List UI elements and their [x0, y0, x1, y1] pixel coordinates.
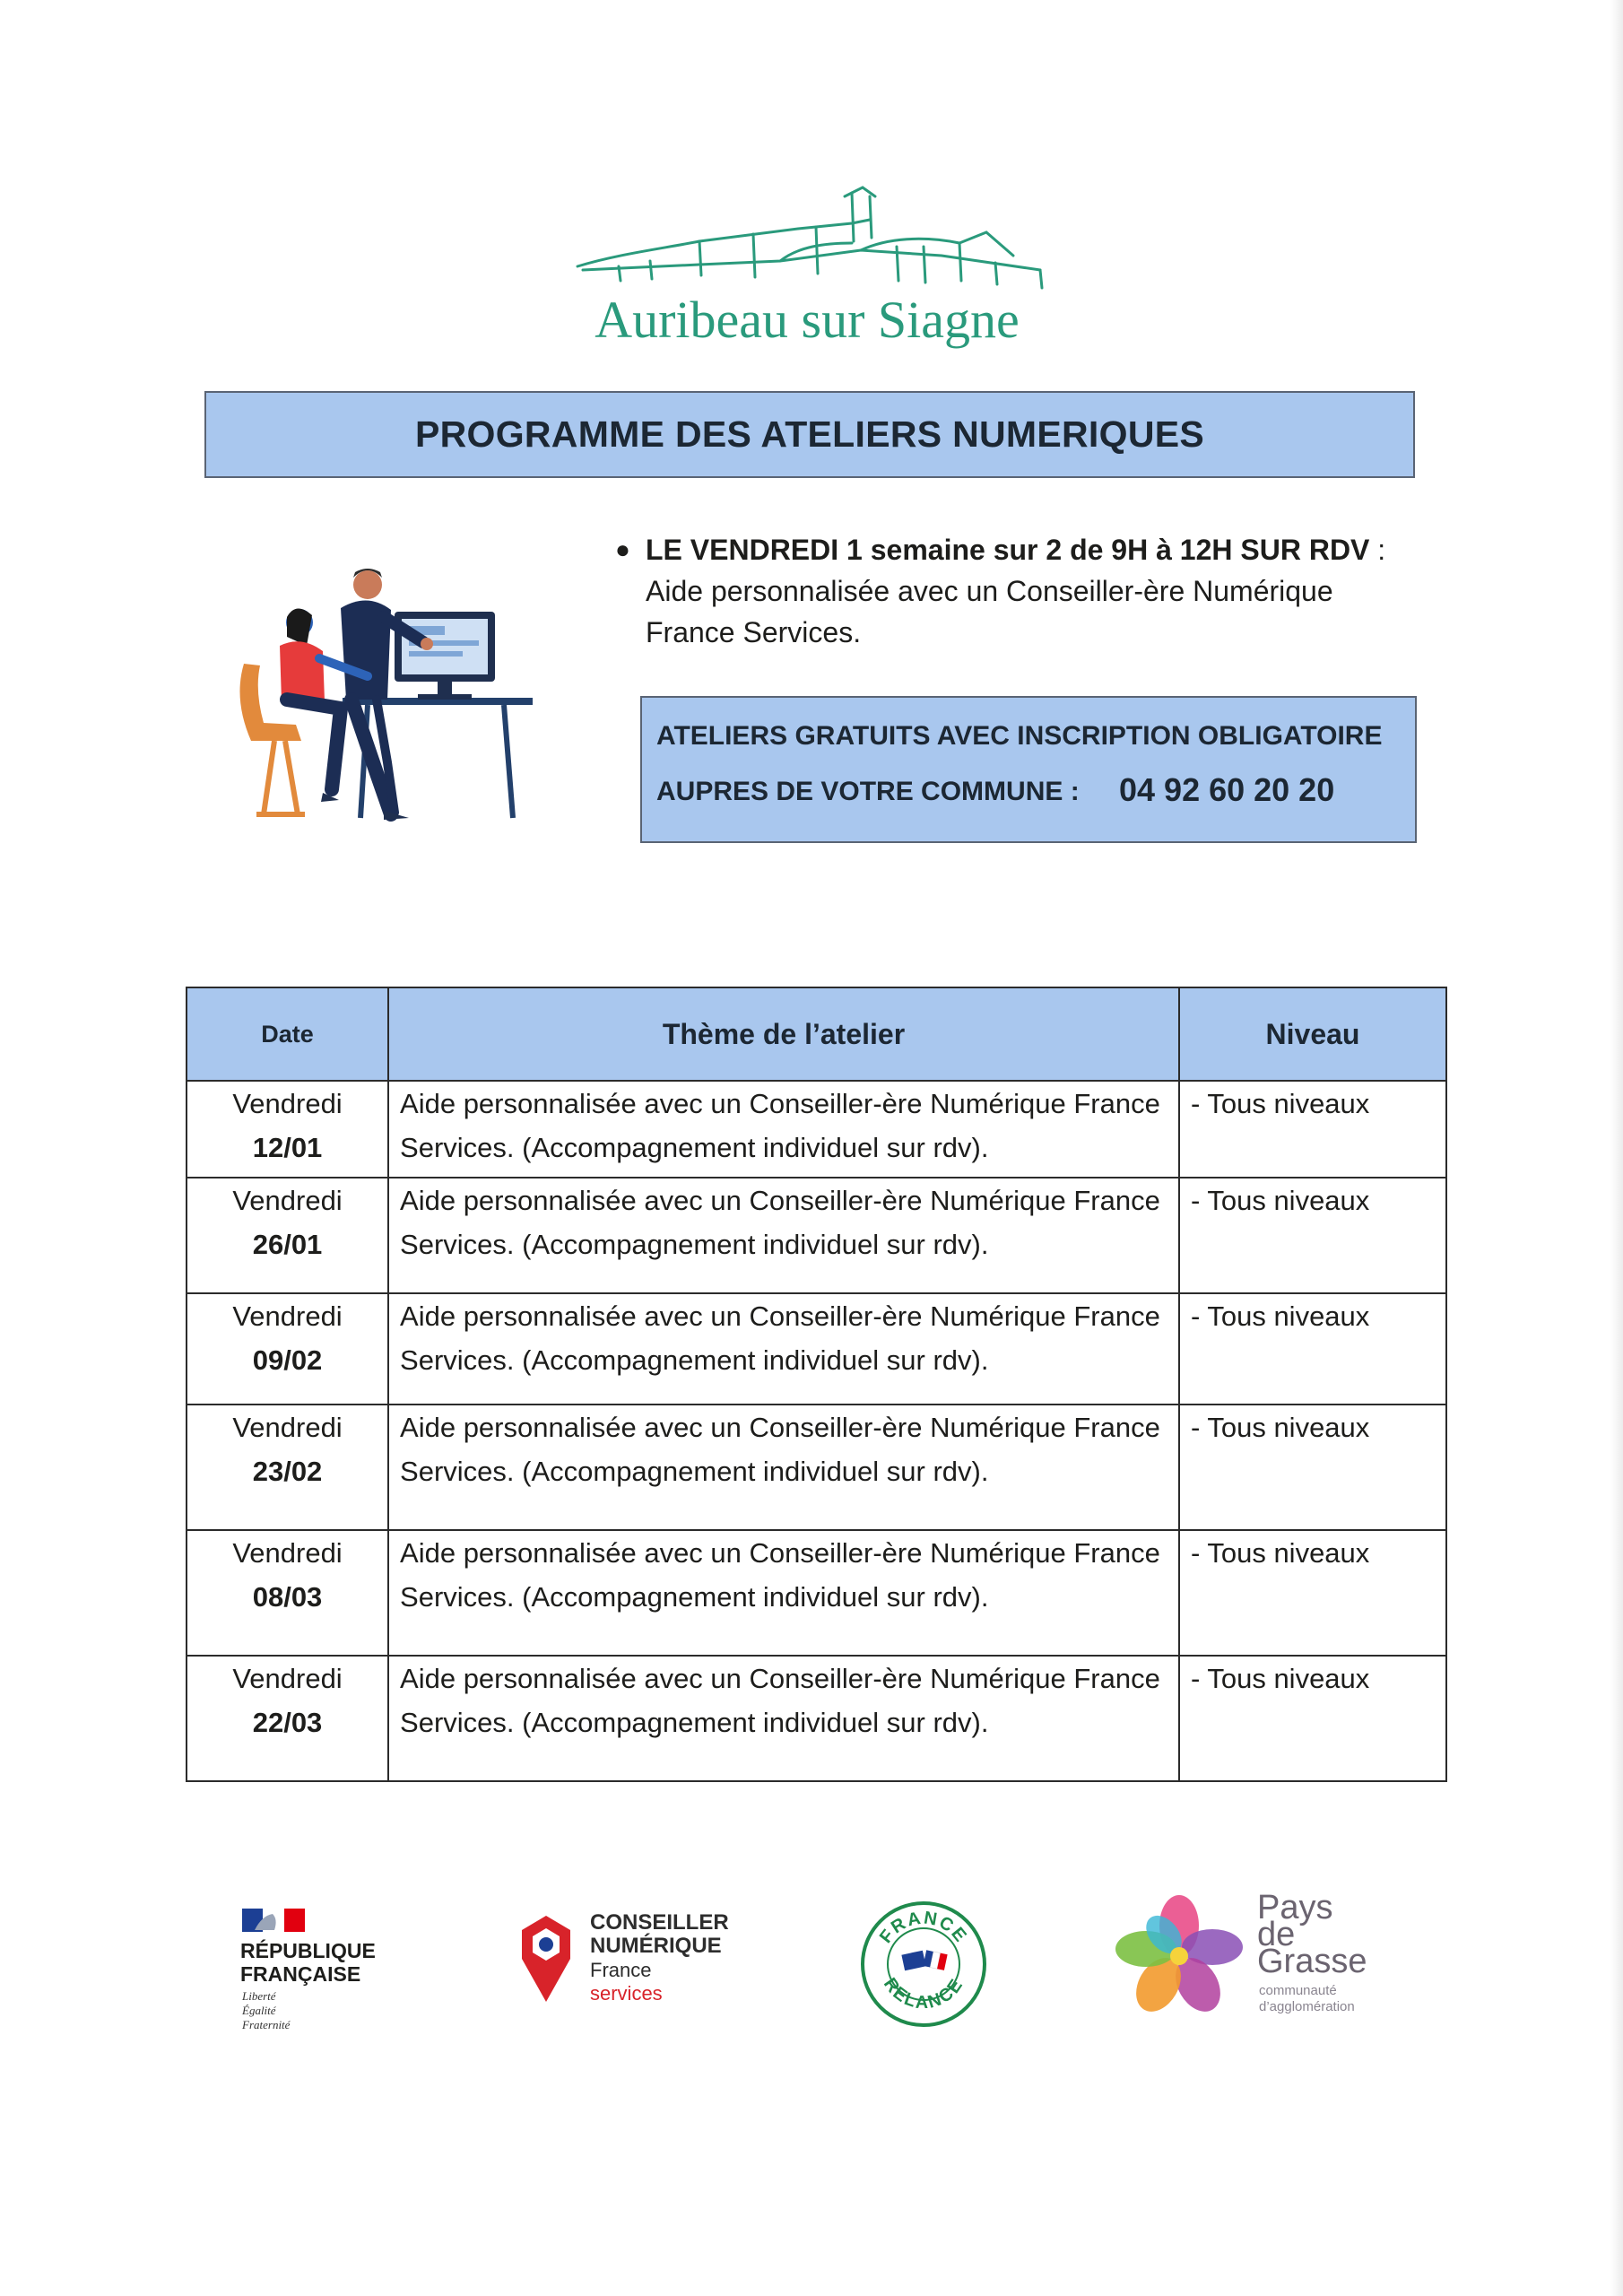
theme-line-1: Aide personnalisée avec un Conseiller-ère Numérique France [400, 1300, 1160, 1332]
inscription-line-2: AUPRES DE VOTRE COMMUNE : [656, 777, 1080, 806]
header-date: Date [187, 987, 388, 1081]
niveau-cell: - Tous niveaux [1179, 1656, 1446, 1781]
row-date: 23/02 [252, 1456, 323, 1487]
row-date: 22/03 [252, 1707, 323, 1738]
rf-motto-1: Liberté [242, 1989, 276, 2003]
theme-line-1: Aide personnalisée avec un Conseiller-ère Numérique France [400, 1088, 1160, 1119]
row-day: Vendredi [232, 1300, 343, 1332]
people-computer-icon [233, 565, 538, 825]
page-title: PROGRAMME DES ATELIERS NUMERIQUES [414, 413, 1205, 455]
header-niveau: Niveau [1179, 987, 1446, 1081]
inscription-box [640, 696, 1417, 843]
theme-cell [388, 1293, 1179, 1405]
theme-cell [388, 1178, 1179, 1293]
niveau-cell: - Tous niveaux [1179, 1405, 1446, 1530]
theme-line-2: Services. (Accompagnement individuel sur rdv). [400, 1229, 989, 1260]
rf-motto-3: Fraternité [242, 2018, 291, 2031]
relance-top-text: FRANCE [875, 1908, 972, 1947]
auribeau-logo [565, 184, 1049, 354]
theme-line-1: Aide personnalisée avec un Conseiller-ère Numérique France [400, 1663, 1160, 1694]
niveau-cell: - Tous niveaux [1179, 1178, 1446, 1293]
theme-line-2: Services. (Accompagnement individuel sur rdv). [400, 1707, 989, 1738]
table-row [187, 1656, 1446, 1781]
date-cell [187, 1081, 388, 1178]
table-row [187, 1530, 1446, 1656]
theme-cell [388, 1656, 1179, 1781]
pg-line-3: Grasse [1257, 1943, 1367, 1980]
logo-text: Auribeau sur Siagne [595, 291, 1020, 349]
header-theme: Thème de l’atelier [388, 987, 1179, 1081]
pg-line-5: d’agglomération [1259, 1999, 1355, 2014]
theme-line-1: Aide personnalisée avec un Conseiller-ère Numérique France [400, 1537, 1160, 1569]
row-date: 08/03 [252, 1581, 323, 1613]
date-cell [187, 1530, 388, 1656]
row-day: Vendredi [232, 1537, 343, 1569]
date-cell [187, 1405, 388, 1530]
info-text [646, 529, 1385, 653]
pays-de-grasse-logo [1112, 1888, 1408, 2022]
rf-motto-2: Égalité [242, 2004, 276, 2017]
title-banner [204, 391, 1415, 478]
row-day: Vendredi [232, 1088, 343, 1119]
theme-line-2: Services. (Accompagnement individuel sur rdv). [400, 1581, 989, 1613]
conseiller-numerique-logo [518, 1910, 751, 2018]
schedule-table [186, 987, 1447, 1782]
inscription-phone: 04 92 60 20 20 [1119, 771, 1335, 808]
table-header-row [187, 987, 1446, 1081]
info-headline: LE VENDREDI 1 semaine sur 2 de 9H à 12H SUR RDV [646, 534, 1370, 566]
row-date: 12/01 [252, 1132, 323, 1163]
theme-cell [388, 1530, 1179, 1656]
marianne-flag-icon [242, 1909, 305, 1932]
page-edge-shadow [1610, 0, 1623, 2296]
row-day: Vendredi [232, 1185, 343, 1216]
rf-line-1: RÉPUBLIQUE [240, 1939, 376, 1962]
bullet-icon: ● [615, 535, 630, 563]
cn-line-1: CONSEILLER [590, 1910, 729, 1935]
table-row [187, 1405, 1446, 1530]
inscription-line-1: ATELIERS GRATUITS AVEC INSCRIPTION OBLIGATOIRE [656, 721, 1383, 751]
pg-line-4: communauté [1259, 1983, 1337, 1998]
info-colon: : [1369, 534, 1386, 566]
rf-line-2: FRANÇAISE [240, 1962, 361, 1986]
date-cell [187, 1178, 388, 1293]
theme-line-2: Services. (Accompagnement individuel sur rdv). [400, 1344, 989, 1376]
people-computer-illustration [233, 565, 538, 825]
cn-line-4: services [590, 1982, 663, 2005]
table-row [187, 1178, 1446, 1293]
theme-cell [388, 1081, 1179, 1178]
location-pin-icon [518, 1914, 574, 2004]
theme-line-1: Aide personnalisée avec un Conseiller-ère Numérique France [400, 1412, 1160, 1443]
cn-line-2: NUMÉRIQUE [590, 1934, 722, 1958]
niveau-cell: - Tous niveaux [1179, 1293, 1446, 1405]
cn-line-3: France [590, 1959, 652, 1981]
info-line-2: Aide personnalisée avec un Conseiller-ère Numérique [646, 575, 1333, 607]
pg-line-2: de [1257, 1916, 1296, 1953]
table-row [187, 1081, 1446, 1178]
republique-francaise-logo [240, 1909, 420, 2043]
row-day: Vendredi [232, 1412, 343, 1443]
pg-line-1: Pays [1257, 1889, 1333, 1926]
relance-bottom-text: RELANCE [879, 1974, 968, 2013]
theme-cell [388, 1405, 1179, 1530]
info-line-3: France Services. [646, 616, 862, 648]
row-date: 26/01 [252, 1229, 323, 1260]
france-relance-logo [856, 1897, 991, 2031]
theme-line-2: Services. (Accompagnement individuel sur rdv). [400, 1132, 989, 1163]
niveau-cell: - Tous niveaux [1179, 1530, 1446, 1656]
village-skyline-logo-icon [565, 184, 1049, 291]
row-day: Vendredi [232, 1663, 343, 1694]
niveau-cell: - Tous niveaux [1179, 1081, 1446, 1178]
flower-logo-icon [1112, 1892, 1246, 2017]
theme-line-1: Aide personnalisée avec un Conseiller-ère Numérique France [400, 1185, 1160, 1216]
france-relance-seal-icon [856, 1897, 991, 2031]
theme-line-2: Services. (Accompagnement individuel sur rdv). [400, 1456, 989, 1487]
table-row [187, 1293, 1446, 1405]
date-cell [187, 1293, 388, 1405]
date-cell [187, 1656, 388, 1781]
row-date: 09/02 [252, 1344, 323, 1376]
